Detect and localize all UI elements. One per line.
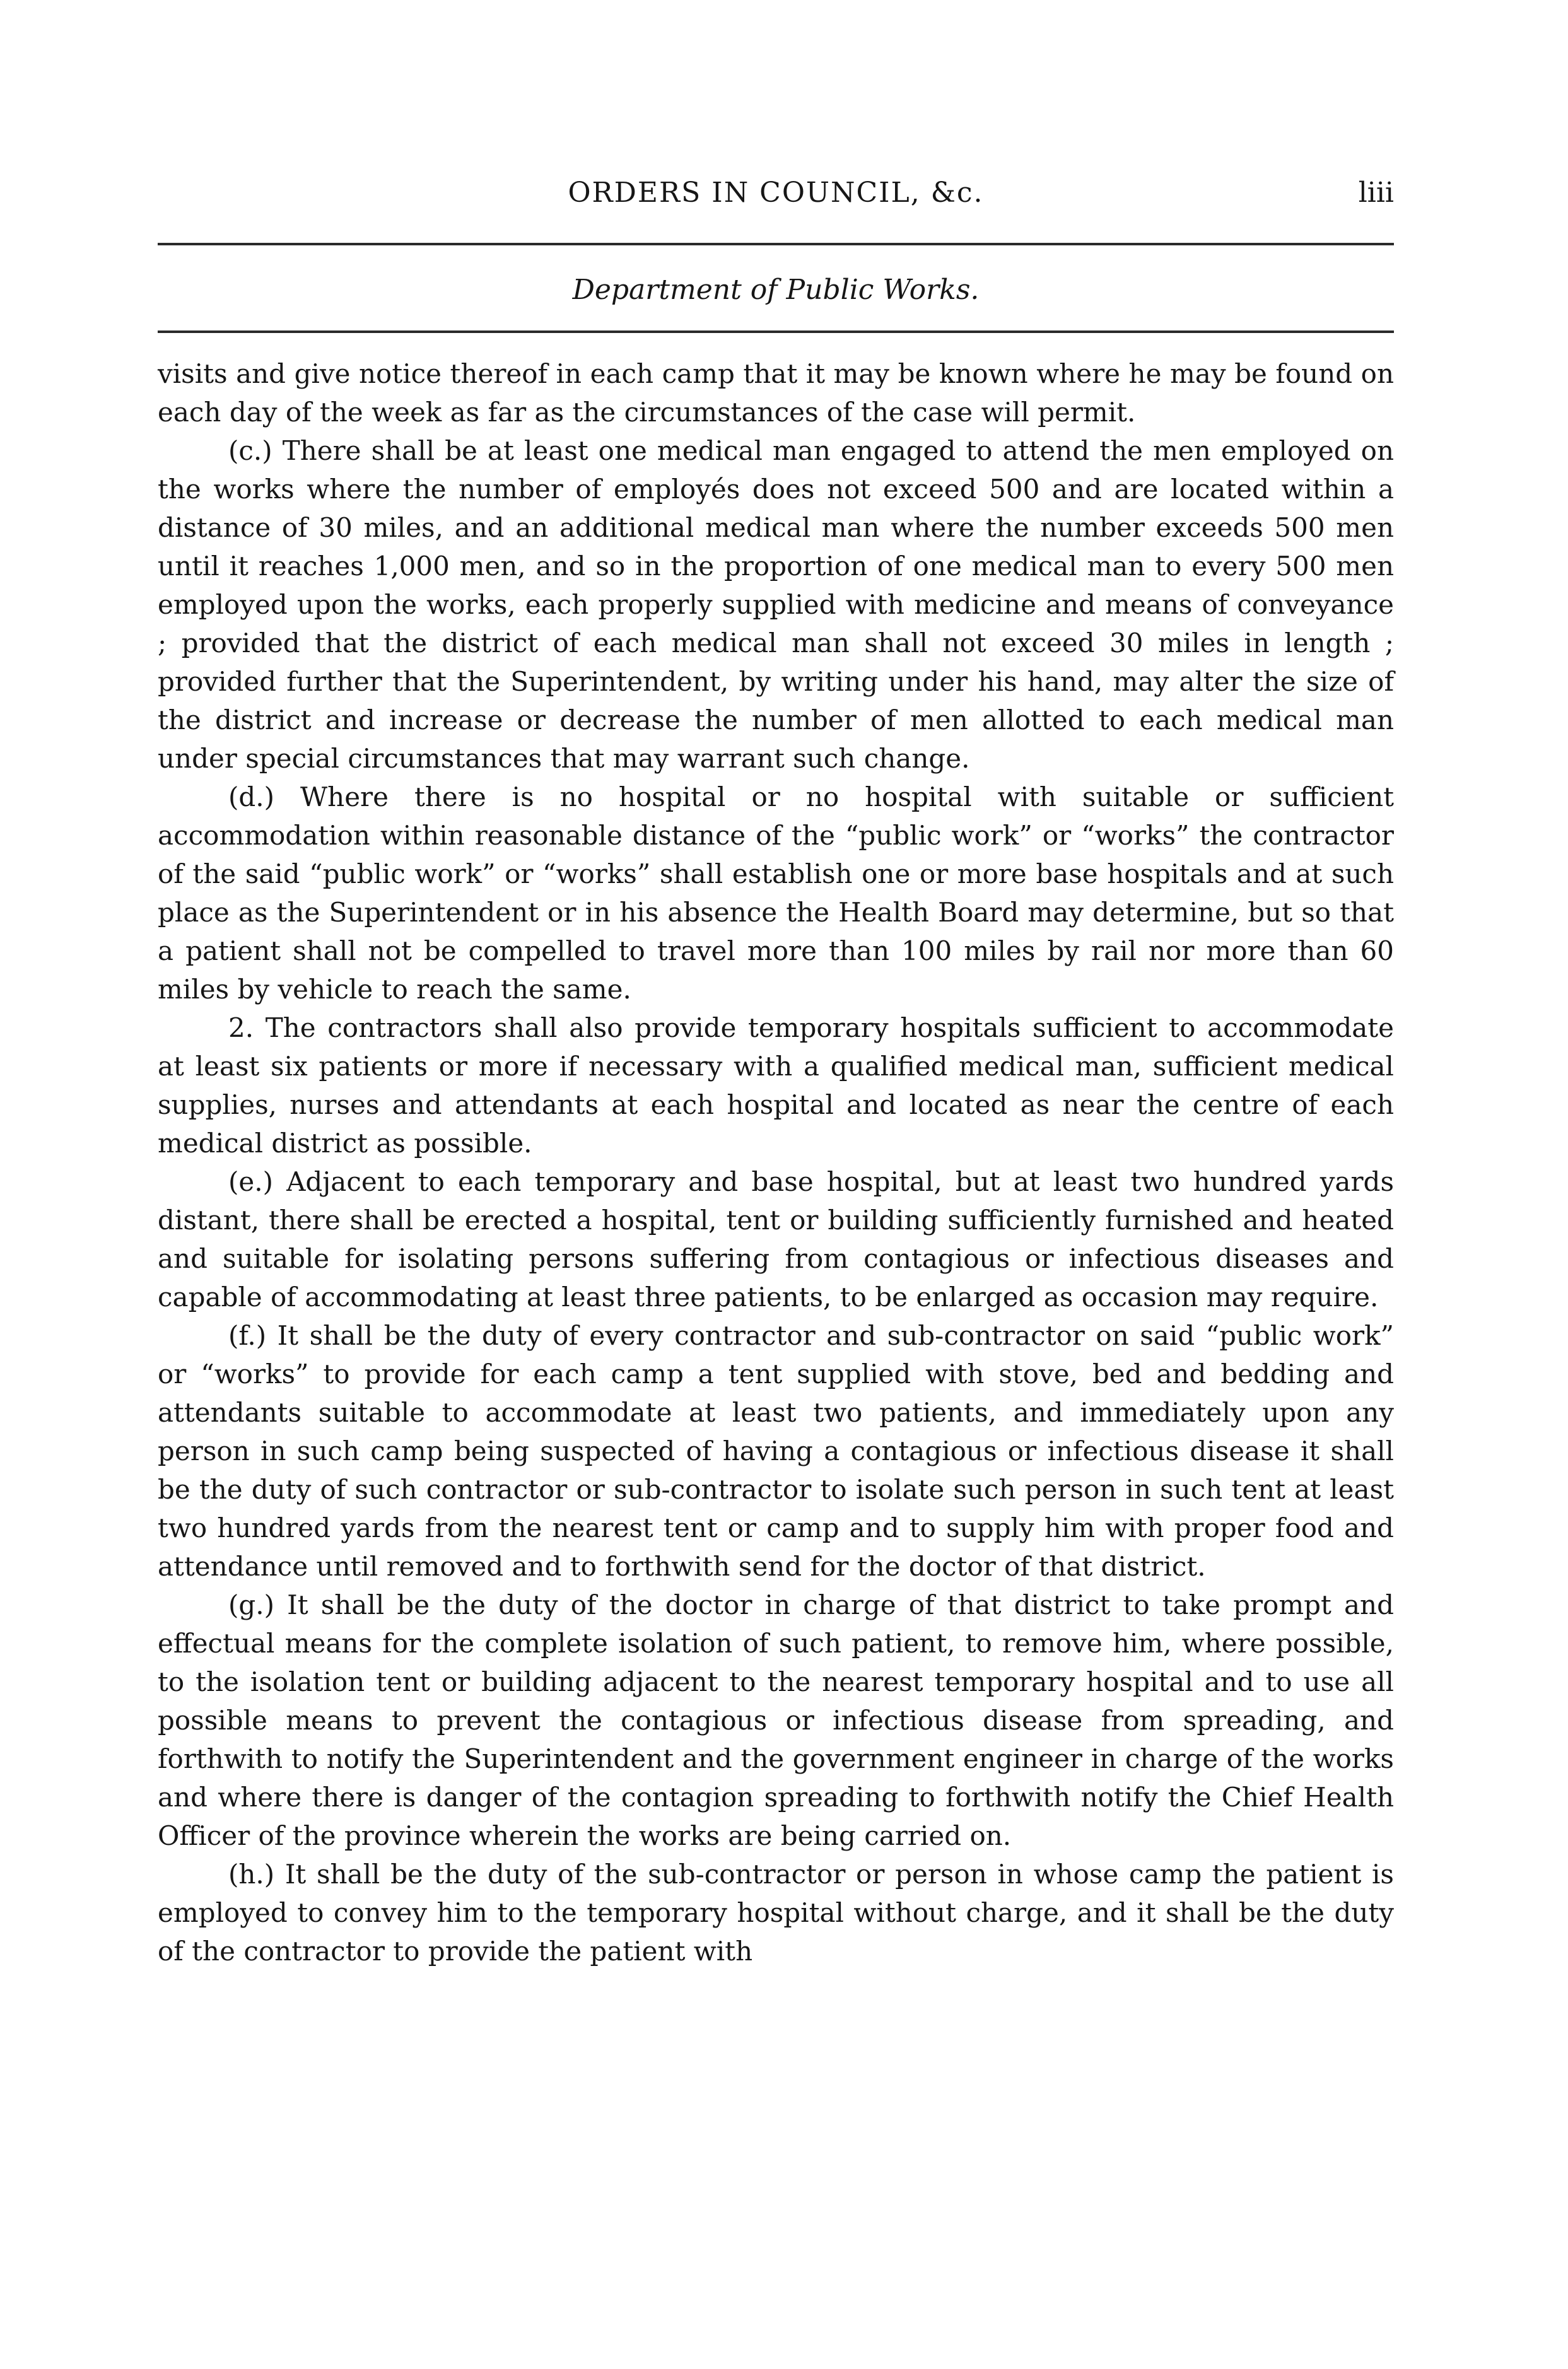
paragraph-c: (c.) There shall be at least one medical man engaged to attend the men employed on the works where the number of employés does not exceed 500 and are located within a distance of 30 miles, and an additional medical man where the number exceeds 500 men until it reaches 1,000 men, and so in the proportion of one medical man to every 500 men employed upon the works, each properly supplied with medicine and means of conveyance ; provided that the district of each medical man shall not exceed 30 miles in length ; provided further that the Superintendent, by writing under his hand, may alter the size of the district and increase or decrease the number of men allotted to each medical man under special circumstances that may warrant such change. [158, 435, 1394, 774]
page-number: liii [1358, 177, 1394, 209]
paragraph-f: (f.) It shall be the duty of every contractor and sub-contractor on said “public work” or “works” to provide for each camp a tent supplied with stove, bed and bedding and attendants suitable to accommodate at least two patients, and immediately upon any person in such camp being suspected of having a contagious or infectious disease it shall be the duty of such contractor or sub-contractor to isolate such person in such tent at least two hundred yards from the nearest tent or camp and to supply him with proper food and attendance until removed and to forthwith send for the doctor of that district. [158, 1320, 1394, 1582]
paragraph-continuation: visits and give notice thereof in each camp that it may be known where he may be found on each day of the week as far as the circumstances of the case will permit. [158, 358, 1394, 428]
body-text [158, 354, 1394, 1970]
section-heading: Department of Public Works. [572, 274, 980, 306]
document-page [158, 170, 1394, 1970]
paragraph-d: (d.) Where there is no hospital or no hospital with suitable or sufficient accommodation within reasonable distance of the “public work” or “works” the contractor of the said “public work” or “works” shall establish one or more base hospitals and at such place as the Superintendent or in his absence the Health Board may determine, but so that a patient shall not be compelled to travel more than 100 miles by rail nor more than 60 miles by vehicle to reach the same. [158, 781, 1394, 1005]
paragraph-2: 2. The contractors shall also provide temporary hospitals sufficient to accommodate at least six patients or more if necessary with a qualified medical man, sufficient medical supplies, nurses and attendants at each hospital and located as near the centre of each medical district as possible. [158, 1012, 1394, 1159]
running-header [158, 170, 1394, 214]
paragraph-e: (e.) Adjacent to each temporary and base hospital, but at least two hundred yards distant, there shall be erected a hospital, tent or building sufficiently furnished and heated and suitable for isolating persons suffering from contagious or infectious diseases and capable of accommodating at least three patients, to be enlarged as occasion may require. [158, 1166, 1394, 1313]
header-rule-bottom [158, 330, 1394, 333]
running-title: ORDERS IN COUNCIL, &c. [568, 177, 984, 209]
paragraph-h: (h.) It shall be the duty of the sub-contractor or person in whose camp the patient is employed to convey him to the temporary hospital without charge, and it shall be the duty of the contractor to provide the patient with [158, 1859, 1394, 1967]
header-rule-top [158, 243, 1394, 245]
paragraph-g: (g.) It shall be the duty of the doctor in charge of that district to take prompt and effectual means for the complete isolation of such patient, to remove him, where possible, to the isolation tent or building adjacent to the nearest temporary hospital and to use all possible means to prevent the contagious or infectious disease from spreading, and forthwith to notify the Superintendent and the government engineer in charge of the works and where there is danger of the contagion spreading to forthwith notify the Chief Health Officer of the province wherein the works are being carried on. [158, 1589, 1394, 1851]
